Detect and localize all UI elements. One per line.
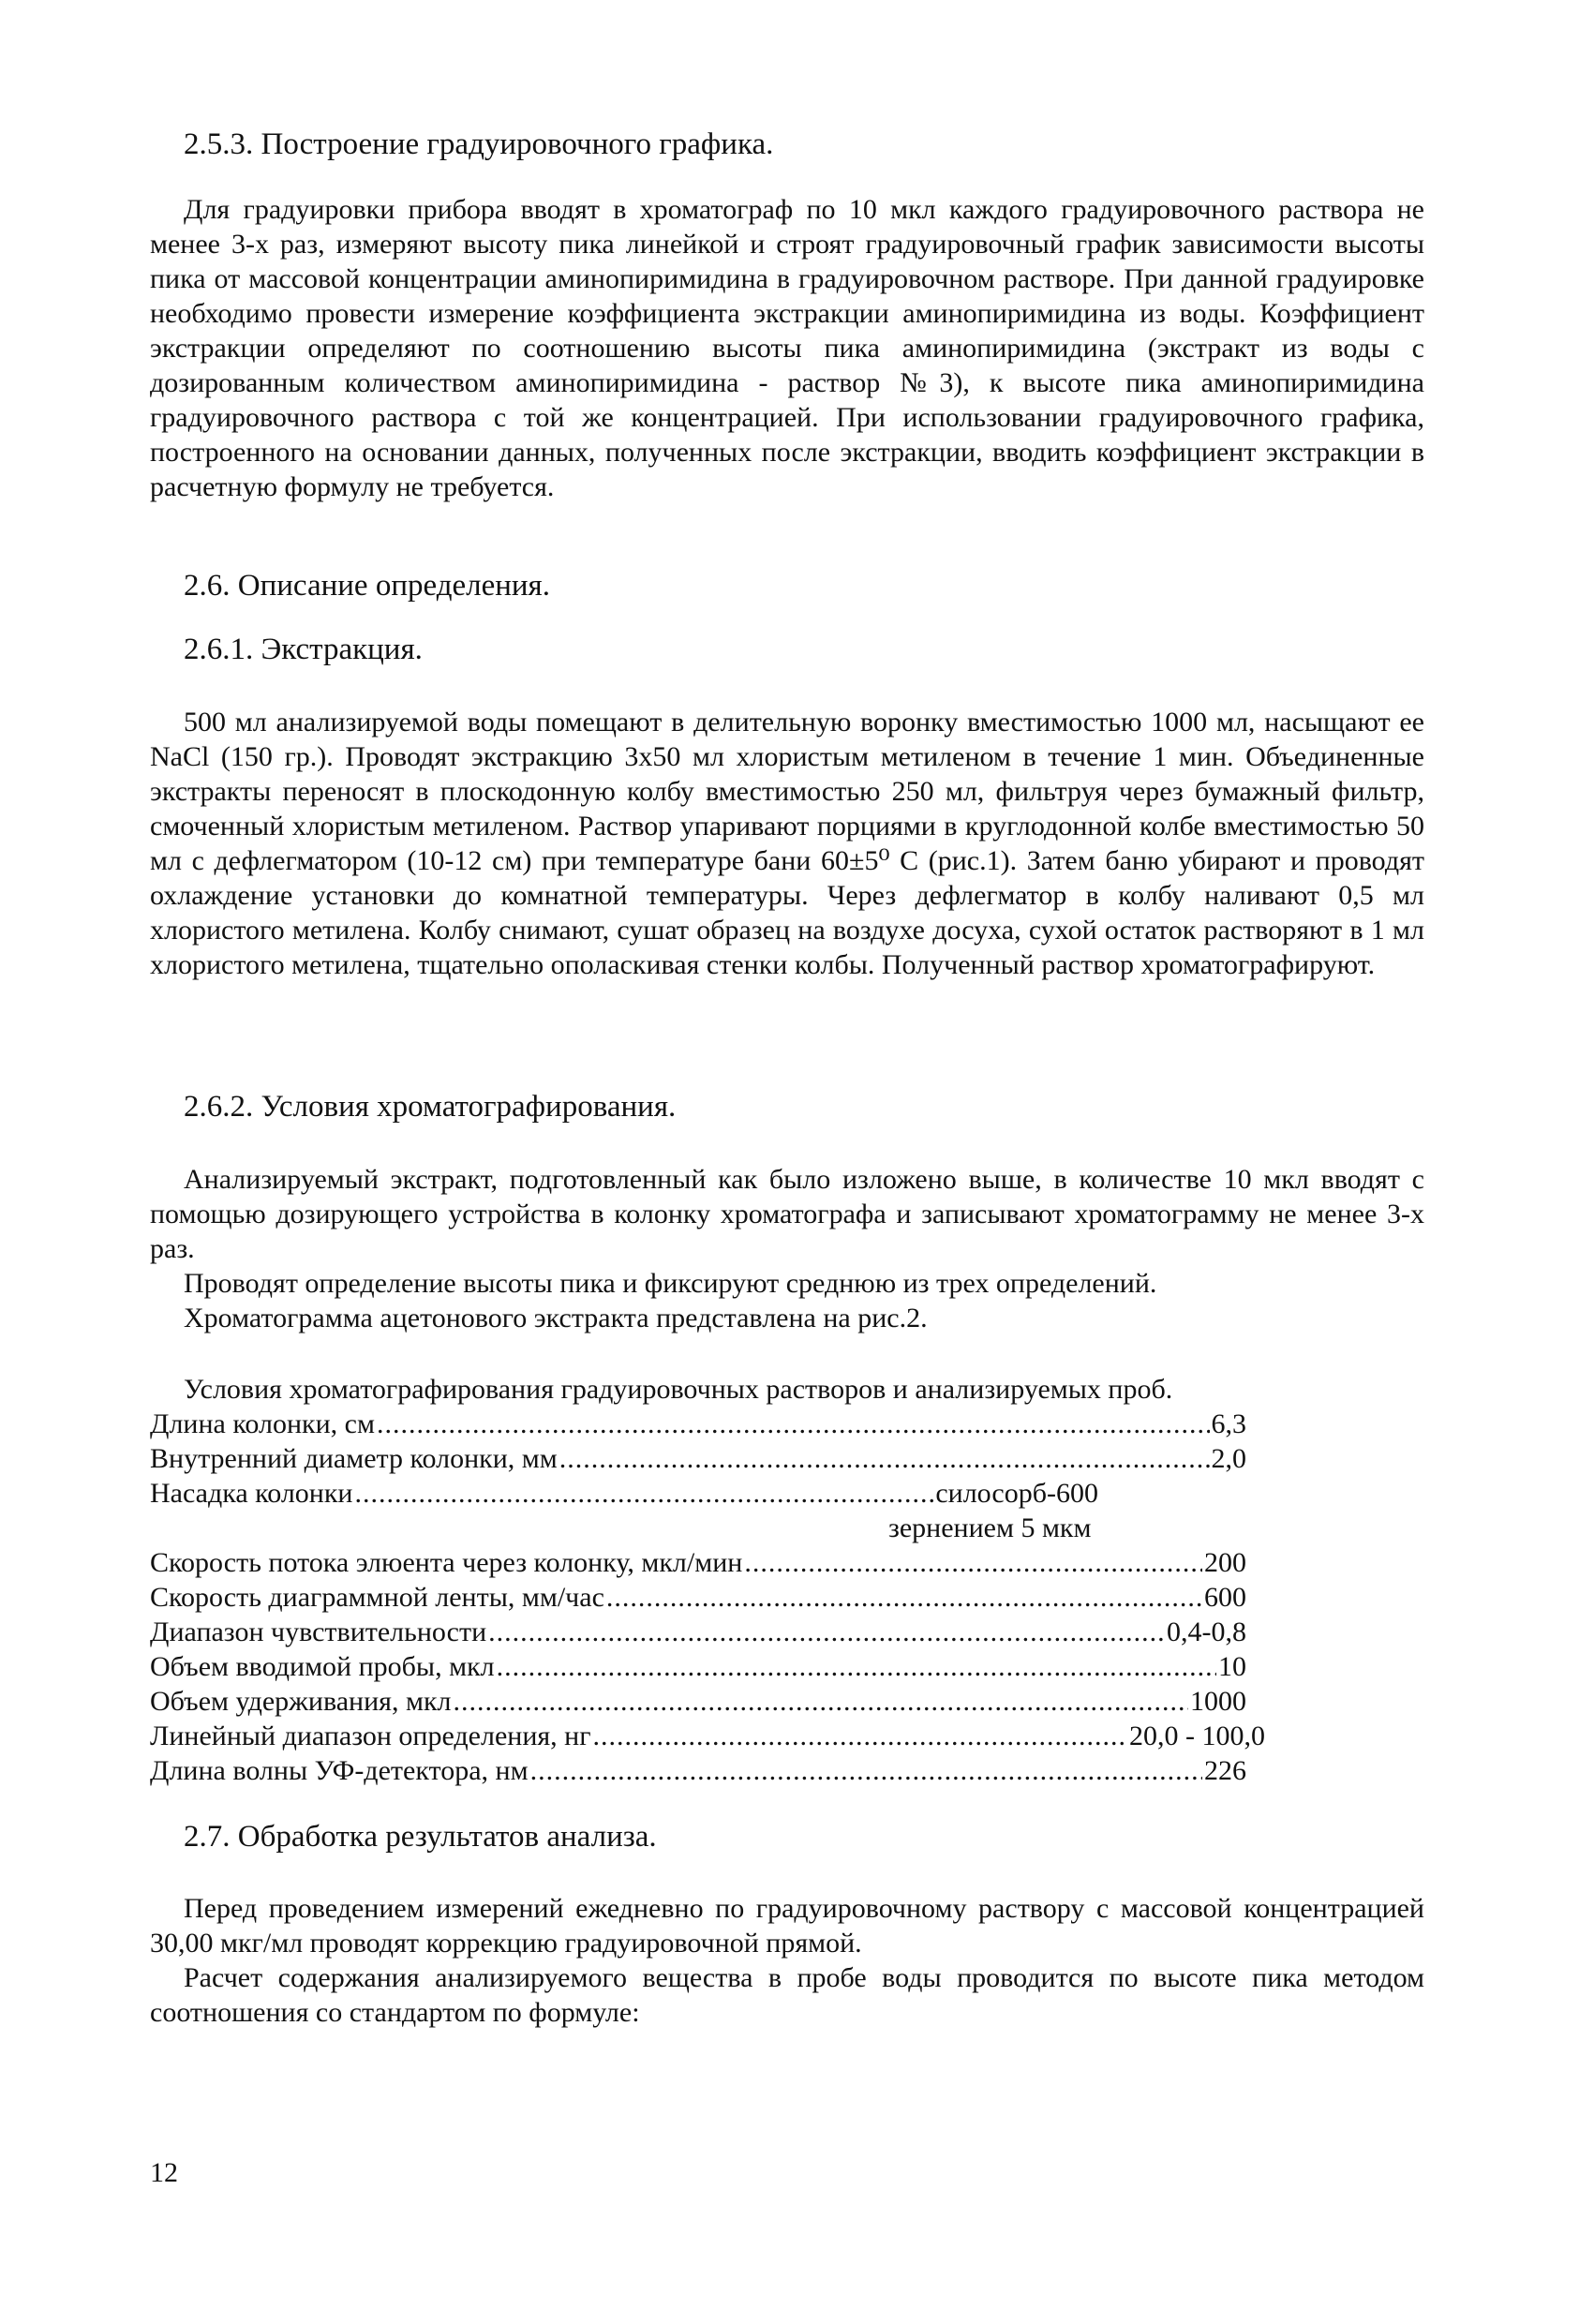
- condition-label: Длина колонки, см: [150, 1408, 375, 1439]
- condition-row: [150, 1441, 1246, 1476]
- condition-value: 226: [1204, 1755, 1246, 1786]
- condition-row: [150, 1545, 1246, 1580]
- packing-note: зернением 5 мкм: [888, 1512, 1092, 1543]
- leader-dots: [530, 1753, 1202, 1788]
- section-heading-2-6-1: 2.6.1. Экстракция.: [184, 633, 423, 666]
- conditions-title: Условия хроматографирования градуировочных растворов и анализируемых проб.: [184, 1374, 1173, 1405]
- paragraph-chromatography: Анализируемый экстракт, подготовленный как было изложено выше, в количестве 10 мкл вводят с помощью дозирующего устройства в колонку хроматографа и записывают хроматограмму не менее 3-х раз.: [150, 1164, 1424, 1264]
- leader-dots: [744, 1545, 1202, 1580]
- condition-value: силосорб-600: [935, 1478, 1098, 1509]
- condition-label: Скорость диаграммной ленты, мм/час: [150, 1582, 604, 1613]
- section-heading-2-6: 2.6. Описание определения.: [184, 569, 550, 603]
- leader-dots: [355, 1476, 934, 1511]
- condition-value: 6,3: [1211, 1408, 1246, 1439]
- condition-label: Объем вводимой пробы, мкл: [150, 1651, 495, 1682]
- line-peak-height: Проводят определение высоты пика и фиксируют среднюю из трех определений.: [184, 1268, 1157, 1299]
- condition-row: [150, 1684, 1246, 1719]
- paragraph-formula-intro: Расчет содержания анализируемого вещества в пробе воды проводится по высоте пика методом соотношения со стандартом по формуле:: [150, 1962, 1424, 2028]
- paragraph-extraction: 500 мл анализируемой воды помещают в делительную воронку вместимостью 1000 мл, насыщают ее NaCl (150 гр.). Проводят экстракцию 3х50 мл хлористым метиленом в течение 1 мин. Объединенные экстракты переносят в плоскодонную колбу вместимостью 250 мл, фильтруя через бумажный фильтр, смоченный хлористым метиленом. Раствор упаривают порциями в круглодонной колбе вместимостью 50 мл с дефлегматором (10-12 см) при температуре бани 60±5⁰ С (рис.1). Затем баню убирают и проводят охлаждение установки до комнатной температуры. Через дефлегматор в колбу наливают 0,5 мл хлористого метилена. Колбу снимают, сушат образец на воздухе досуха, сухой остаток растворяют в 1 мл хлористого метилена, тщательно ополаскивая стенки колбы. Полученный раствор хроматографируют.: [150, 707, 1424, 980]
- leader-dots: [497, 1649, 1216, 1684]
- condition-row: [150, 1719, 1265, 1753]
- paragraph-calibration: Для градуировки прибора вводят в хроматограф по 10 мкл каждого градуировочного раствора не менее 3-х раз, измеряют высоту пика линейкой и строят градуировочный график зависимости высоты пика от массовой концентрации аминопиримидина в градуировочном растворе. При данной градуировке необходимо провести измерение коэффициента экстракции аминопиримидина из воды. Коэффициент экстракции определяют по соотношению высоты пика аминопиримидина (экстракт из воды с дозированным количеством аминопиримидина - раствор №3), к высоте пика аминопиримидина градуировочного раствора с той же концентрацией. При использовании градуировочного графика, построенного на основании данных, полученных после экстракции, вводить коэффициент экстракции в расчетную формулу не требуется.: [150, 194, 1424, 502]
- leader-dots: [454, 1684, 1189, 1719]
- condition-row: [150, 1615, 1246, 1649]
- condition-value: 0,4-0,8: [1167, 1616, 1246, 1647]
- condition-label: Насадка колонки: [150, 1478, 353, 1509]
- condition-value: 1000: [1190, 1686, 1246, 1717]
- condition-label: Объем удерживания, мкл: [150, 1686, 452, 1717]
- leader-dots: [559, 1441, 1210, 1476]
- condition-row: [150, 1753, 1246, 1788]
- leader-dots: [606, 1580, 1202, 1615]
- section-heading-2-7: 2.7. Обработка результатов анализа.: [184, 1820, 657, 1854]
- condition-label: Скорость потока элюента через колонку, мкл/мин: [150, 1547, 743, 1578]
- condition-label: Внутренний диаметр колонки, мм: [150, 1443, 558, 1474]
- paragraph-correction: Перед проведением измерений ежедневно по градуировочному раствору с массовой концентрацией 30,00 мкг/мл проводят коррекцию градуировочной прямой.: [150, 1893, 1424, 1959]
- section-heading-2-6-2: 2.6.2. Условия хроматографирования.: [184, 1090, 677, 1124]
- leader-dots: [377, 1407, 1210, 1441]
- leader-dots: [593, 1719, 1127, 1753]
- page-number: 12: [150, 2157, 178, 2188]
- section-heading-2-5-3: 2.5.3. Построение градуировочного графика.: [184, 127, 774, 161]
- condition-value: 20,0 - 100,0: [1129, 1721, 1265, 1751]
- condition-label: Линейный диапазон определения, нг: [150, 1721, 591, 1751]
- condition-value: 200: [1204, 1547, 1246, 1578]
- condition-value: 600: [1204, 1582, 1246, 1613]
- condition-row: [150, 1407, 1246, 1441]
- line-chromatogram-ref: Хроматограмма ацетонового экстракта представлена на рис.2.: [184, 1303, 928, 1333]
- condition-row: [150, 1649, 1246, 1684]
- condition-row: [150, 1476, 1098, 1511]
- condition-row: [150, 1580, 1246, 1615]
- condition-label: Диапазон чувствительности: [150, 1616, 487, 1647]
- condition-value: 10: [1218, 1651, 1246, 1682]
- leader-dots: [488, 1615, 1165, 1649]
- condition-value: 2,0: [1211, 1443, 1246, 1474]
- condition-label: Длина волны УФ-детектора, нм: [150, 1755, 529, 1786]
